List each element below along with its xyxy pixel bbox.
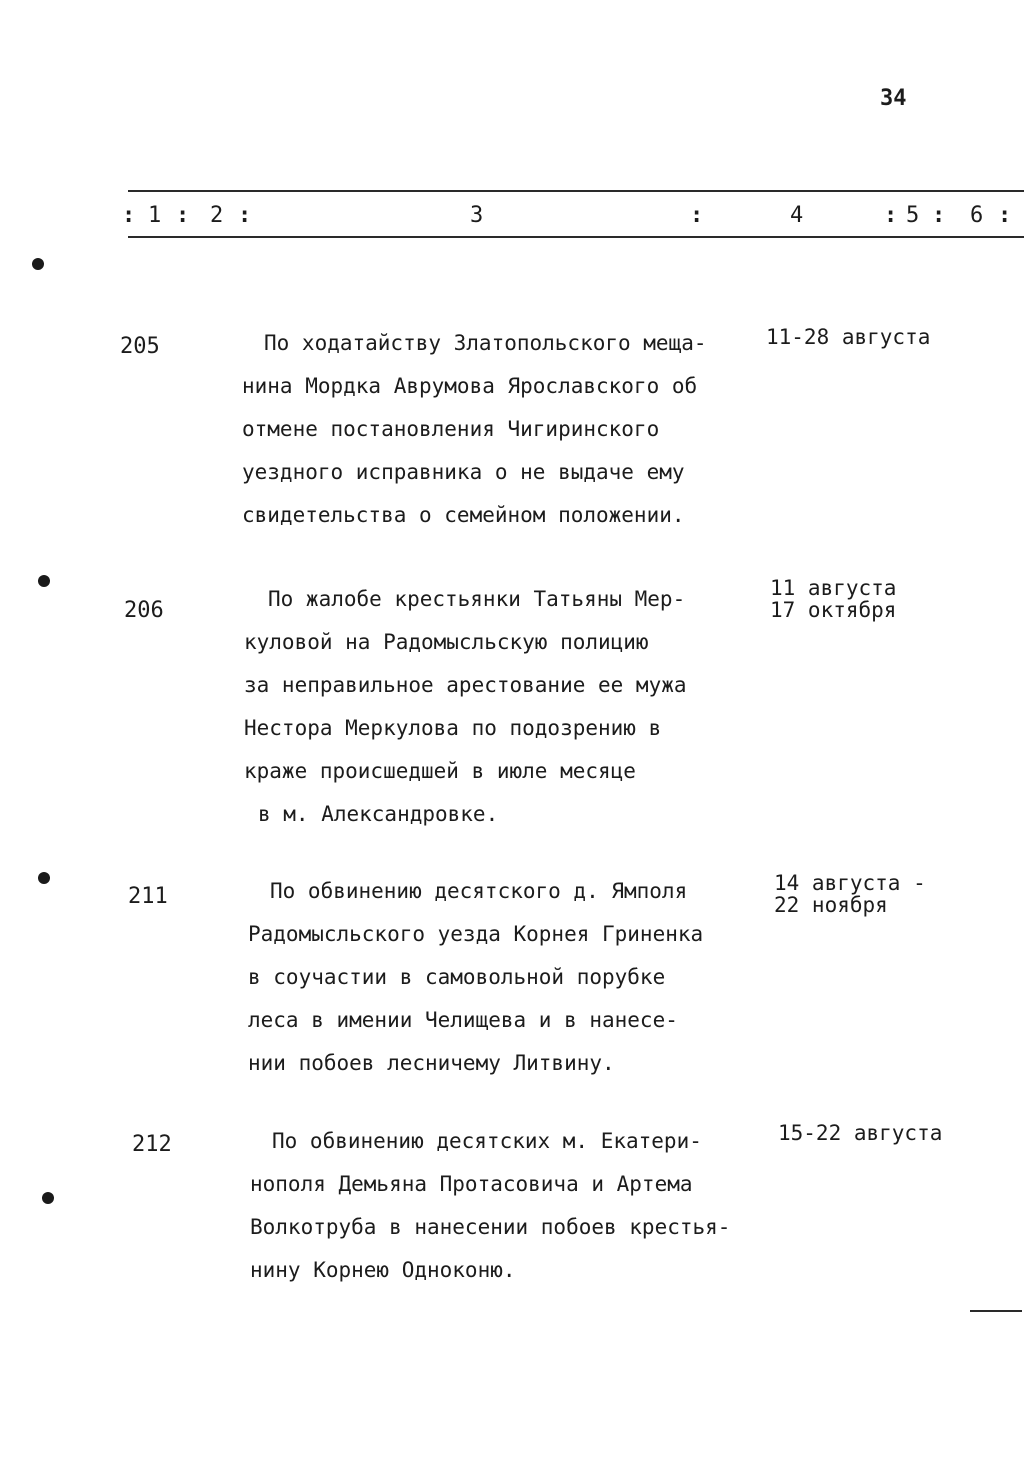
record-text-line: По ходатайству Златопольского меща- [264, 331, 707, 355]
record-text-line: за неправильное арестование ее мужа [244, 673, 687, 697]
record-text [250, 1120, 770, 1292]
record-text-line: нии побоев лесничему Литвину. [248, 1051, 615, 1075]
record-text-line: свидетельства о семейном положении. [242, 503, 685, 527]
record-number: 205 [120, 334, 160, 359]
column-header-2: 2 [210, 203, 224, 228]
record-text [242, 322, 762, 537]
margin-stroke [970, 1310, 1022, 1312]
column-header-5: 5 [906, 203, 920, 228]
record-text-line: леса в имении Челищева и в нанесе- [248, 1008, 678, 1032]
record-number: 211 [128, 884, 168, 909]
record-text-line: По жалобе крестьянки Татьяны Мер- [268, 587, 686, 611]
record-text-line: По обвинению десятских м. Екатери- [272, 1129, 702, 1153]
column-separator: : [176, 203, 190, 228]
record-date-line: 11 августа [770, 576, 897, 600]
column-header-1: 1 [148, 203, 162, 228]
punch-hole-icon [38, 872, 50, 884]
record-text-line: краже происшедшей в июле месяце [244, 759, 636, 783]
record-date-line: 11-28 августа [766, 325, 931, 349]
column-header-3: 3 [470, 203, 484, 228]
record-date-line: 22 ноября [774, 893, 888, 917]
record-text-line: нина Мордка Аврумова Ярославского об [242, 374, 698, 398]
record-text-line: в м. Александровке. [258, 802, 499, 826]
header-rule-top [128, 190, 1024, 192]
column-header-6: 6 [970, 203, 984, 228]
record-text-line: Нестора Меркулова по подозрению в [244, 716, 662, 740]
record-number: 212 [132, 1132, 172, 1157]
punch-hole-icon [32, 258, 44, 270]
record-date [778, 1122, 942, 1144]
record-text-line: куловой на Радомысльскую полицию [244, 630, 649, 654]
punch-hole-icon [38, 575, 50, 587]
record-text-line: отмене постановления Чигиринского [242, 417, 660, 441]
record-date [766, 326, 930, 348]
record-number: 206 [124, 598, 164, 623]
record-text-line: уездного исправника о не выдаче ему [242, 460, 685, 484]
record-text-line: в соучастии в самовольной порубке [248, 965, 666, 989]
record-date [770, 577, 896, 621]
punch-hole-icon [42, 1192, 54, 1204]
column-separator: : [884, 203, 898, 228]
header-rule-bottom [128, 236, 1024, 238]
record-date-line: 15-22 августа [778, 1121, 943, 1145]
column-separator: : [998, 203, 1012, 228]
record-text-line: По обвинению десятского д. Ямполя [270, 879, 688, 903]
column-separator: : [932, 203, 946, 228]
record-date [774, 872, 926, 916]
column-separator: : [238, 203, 252, 228]
record-text [244, 578, 764, 836]
record-text-line: Волкотруба в нанесении побоев крестья- [250, 1215, 731, 1239]
record-text [248, 870, 768, 1085]
column-separator: : [122, 203, 136, 228]
column-separator: : [690, 203, 704, 228]
record-date-line: 17 октября [770, 598, 897, 622]
record-date-line: 14 августа - [774, 871, 926, 895]
record-text-line: нину Корнею Одноконю. [250, 1258, 516, 1282]
record-text-line: нополя Демьяна Протасовича и Артема [250, 1172, 693, 1196]
column-header-4: 4 [790, 203, 804, 228]
page-number: 34 [880, 86, 907, 111]
record-text-line: Радомысльского уезда Корнея Гриненка [248, 922, 704, 946]
